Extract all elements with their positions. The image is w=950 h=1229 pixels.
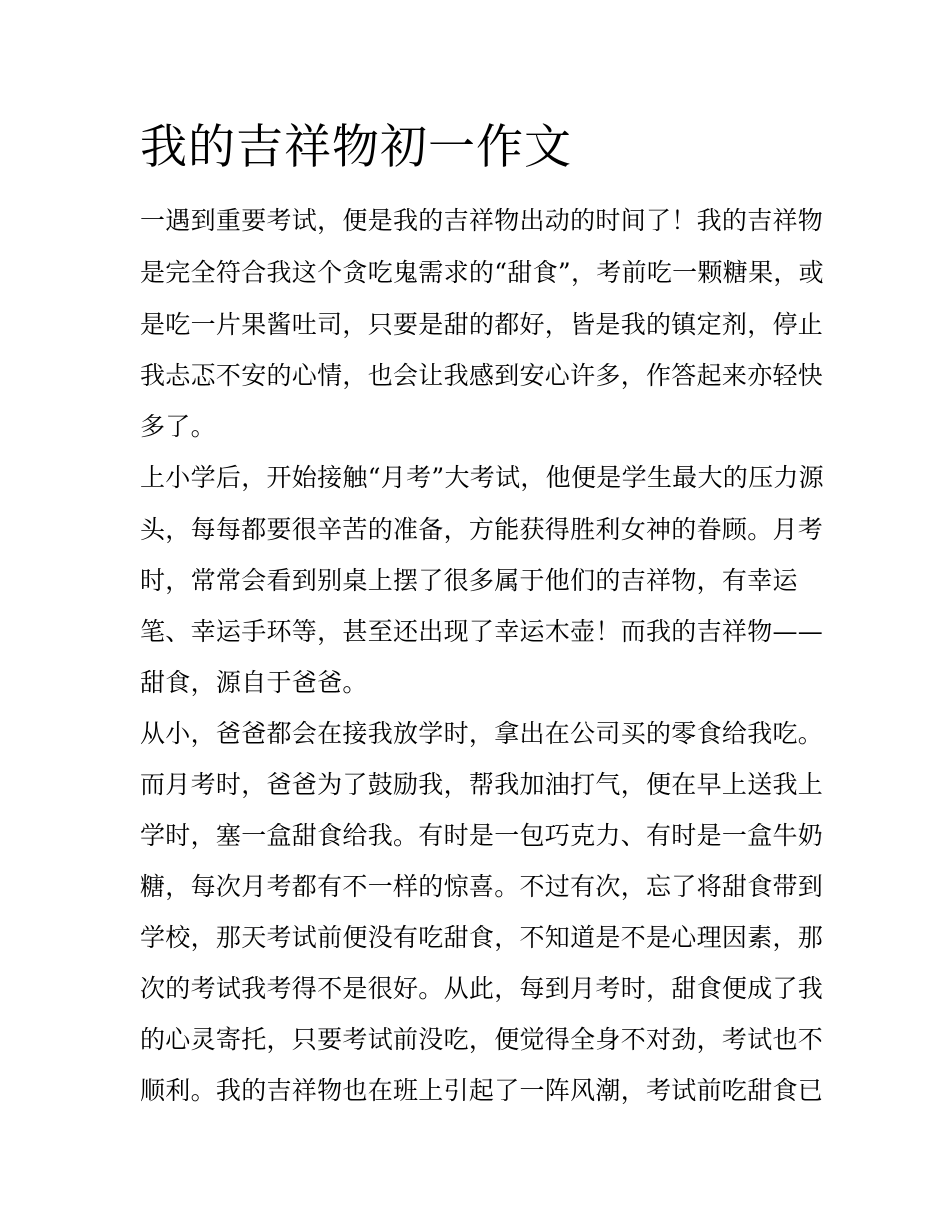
body-line: 上小学后，开始接触“月考”大考试，他便是学生最大的压力源 [140, 463, 824, 492]
page-title: 我的吉祥物初一作文 [140, 120, 572, 175]
body-line: 一遇到重要考试，便是我的吉祥物出动的时间了！我的吉祥物 [140, 206, 824, 235]
body-line: 学校，那天考试前便没有吃甜食，不知道是不是心理因素，那 [140, 923, 824, 952]
body-line: 次的考试我考得不是很好。从此，每到月考时，甜食便成了我 [140, 974, 824, 1003]
body-line: 时，常常会看到别桌上摆了很多属于他们的吉祥物，有幸运 [140, 566, 798, 595]
body-line: 是吃一片果酱吐司，只要是甜的都好，皆是我的镇定剂，停止 [140, 310, 824, 339]
body-line: 从小，爸爸都会在接我放学时，拿出在公司买的零食给我吃。 [140, 719, 824, 748]
body-line: 而月考时，爸爸为了鼓励我，帮我加油打气，便在早上送我上 [140, 770, 824, 799]
body-line: 糖，每次月考都有不一样的惊喜。不过有次，忘了将甜食带到 [140, 872, 824, 901]
body-line: 顺利。我的吉祥物也在班上引起了一阵风潮，考试前吃甜食已 [140, 1076, 824, 1105]
body-line: 是完全符合我这个贪吃鬼需求的“甜食”，考前吃一颗糖果，或 [140, 258, 824, 287]
body-line: 我忐忑不安的心情，也会让我感到安心许多，作答起来亦轻快 [140, 361, 824, 390]
body-line: 的心灵寄托，只要考试前没吃，便觉得全身不对劲，考试也不 [140, 1025, 824, 1054]
body-line: 多了。 [140, 412, 216, 441]
body-line: 头，每每都要很辛苦的准备，方能获得胜利女神的眷顾。月考 [140, 515, 824, 544]
body-line: 笔、幸运手环等，甚至还出现了幸运木壶！而我的吉祥物—— [140, 617, 824, 646]
body-line: 学时，塞一盒甜食给我。有时是一包巧克力、有时是一盒牛奶 [140, 821, 824, 850]
body-line: 甜食，源自于爸爸。 [140, 668, 368, 697]
